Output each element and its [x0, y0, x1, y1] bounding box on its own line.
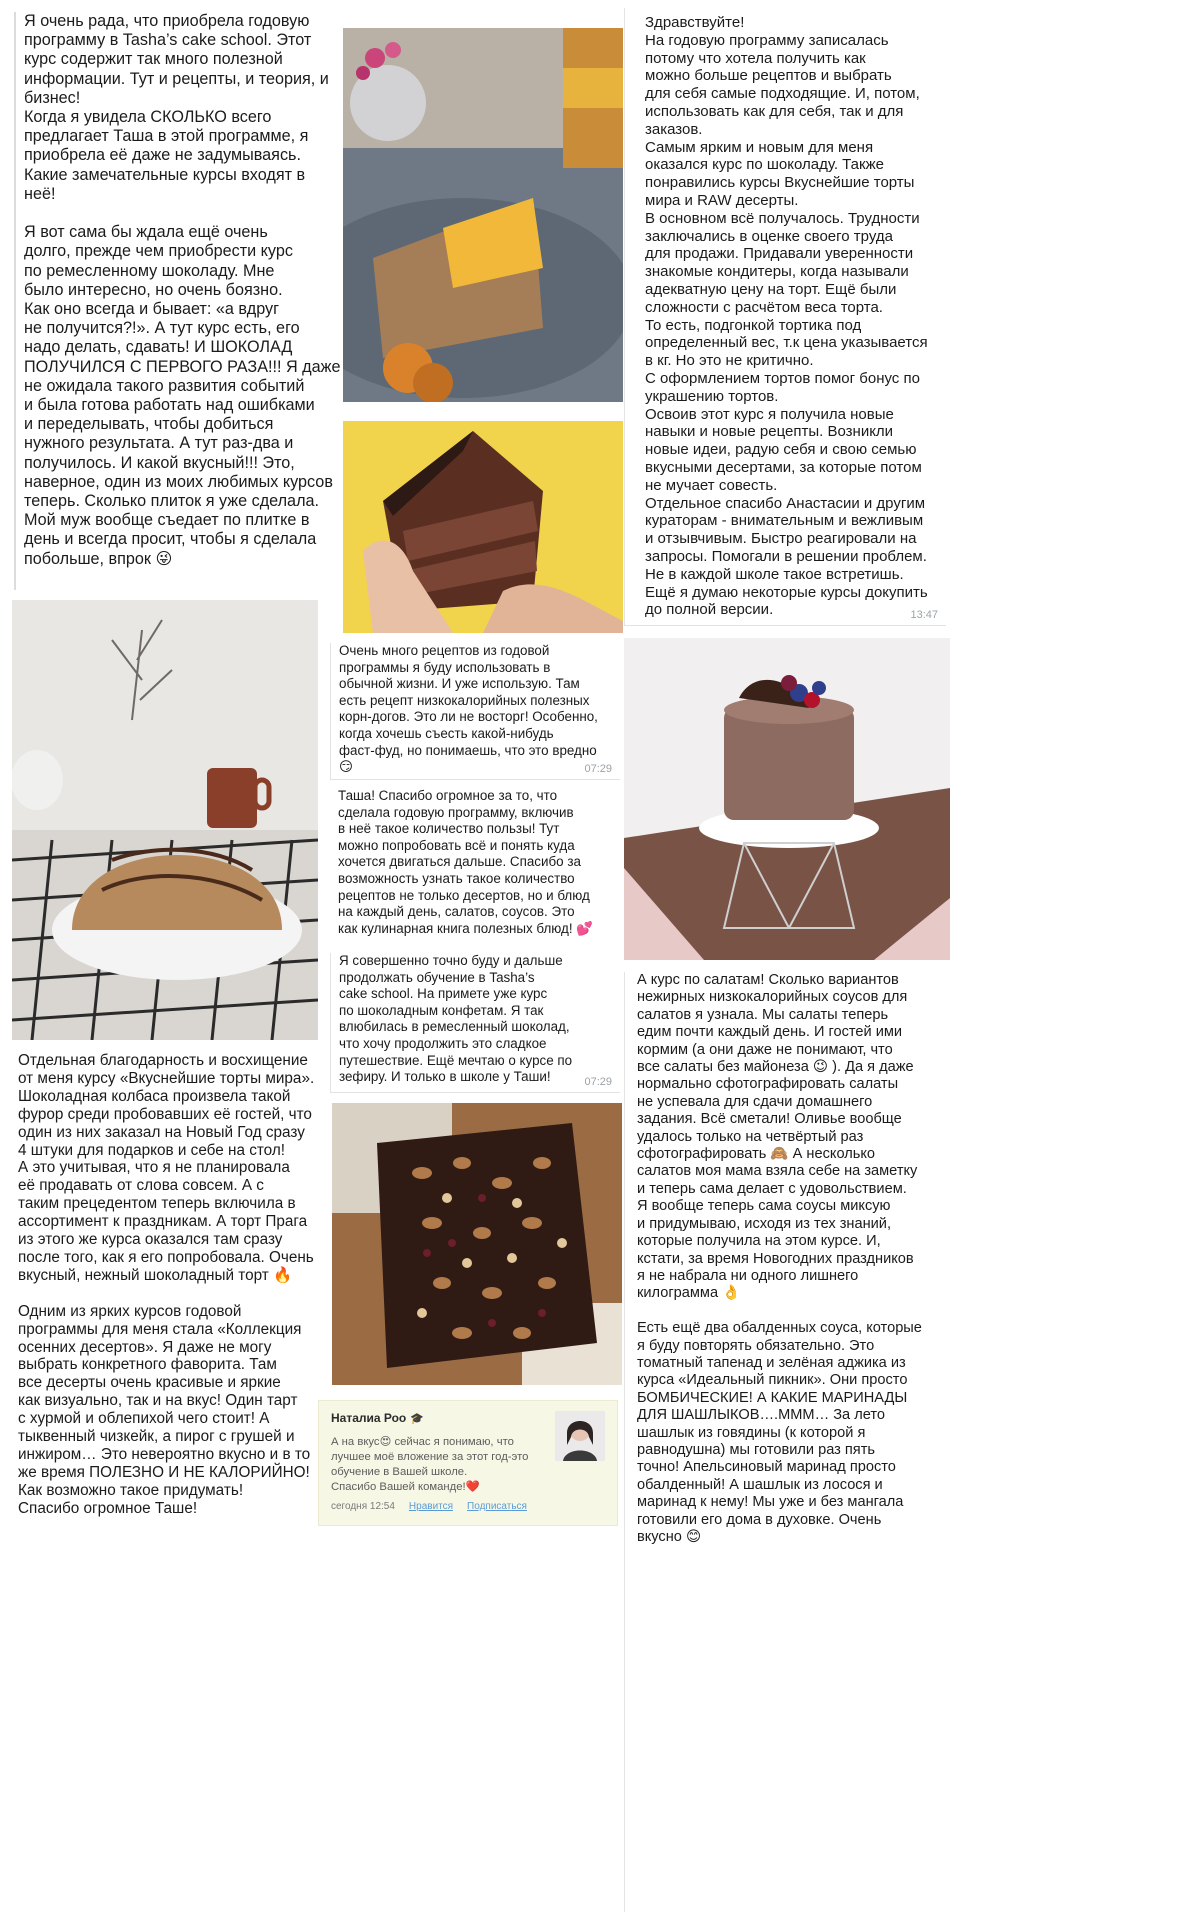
review-text-6-body: Отдельная благодарность и восхищение от меня курсу «Вкуснейшие торты мира». Шоколадная колбаса произвела такой фурор среди пробовавших её гостей, что один из них заказал на Новый Год сразу 4 штуки для подарков и себе на стол! А это учитывая, что я не планировала её продавать от слова совсем. А с таким прецедентом теперь включила в ассортимент к праздникам. А торт Прага из этого же курса оказался там сразу после того, как я его попробовала. Очень вкусный, нежный шоколадный торт 🔥 Одним из ярких курсов годовой программы для меня стала «Коллекция осенних десертов». Я даже не могу выбрать конкретного фаворита. Там все десерты очень красивые и яркие как визуально, так и на вкус! Один тарт с хурмой и облепихой чего стоит! А тыквенный чизкейк, а пирог с грушей и инжиром… Это невероятно вкусно и в то же время ПОЛЕЗНО И НЕ КАЛОРИЙНО! Как возможно такое придумать! Спасибо огромное Таше! [18, 1052, 315, 1517]
review-text-6 [12, 1052, 324, 1912]
review-time: сегодня 12:54 [331, 1501, 395, 1512]
review-text-1 [14, 12, 344, 590]
review-text-7 [624, 972, 942, 1912]
review-author[interactable]: Наталиа Роо [331, 1411, 407, 1425]
photo-chocolate-bar [332, 1103, 622, 1385]
chat-bubble-3 [330, 643, 620, 780]
chat-bubble-3-time: 07:29 [584, 763, 612, 775]
chat-bubble-2-body: Здравствуйте! На годовую программу записалась потому что хотела получить как можно больше рецептов и выбрать для себя самые подходящие. И, потом, использовать как для себя, так и для заказов. Самым ярким и новым для меня оказался курс по шоколаду. Также понравились курсы Вкуснейшие торты мира и RAW десерты. В основном всё получалось. Трудности заключались в оценке своего труда для продажи. Придавали уверенности знакомые кондитеры, когда называли адекватную цену на торт. Ещё были сложности с расчётом веса торта. То есть, подгонкой тортика под определенный вес, т.к цена указывается в кг. Но это не критично. С оформлением тортов помог бонус по украшению тортов. Освоив этот курс я получила новые навыки и новые рецепты. Возникли новые идеи, радую себя и свою семью вкусными десертами, за которые потом не мучает совесть. Отдельное спасибо Анастасии и другим кураторам - внимательным и вежливым и отзывчивым. Быстро реагировали на запросы. Помогали в решении проблем. Не в каждой школе такое встретишь. Ещё я думаю некоторые курсы докупить до полной версии. [645, 14, 928, 619]
chat-bubble-4-body: Таша! Спасибо огромное за то, что сделала годовую программу, включив в неё такое количество пользы! Тут можно попробовать всё и понять куда хочется двигаться дальше. Спасибо за возможность узнать такое количество рецептов не только десертов, но и блюд на каждый день, салатов, соусов. Это как кулинарная книга полезных блюд! 💕 [338, 788, 593, 936]
chat-bubble-5 [330, 953, 620, 1093]
review-meta-row [331, 1501, 605, 1512]
like-link[interactable]: Нравится [408, 1501, 454, 1512]
photo-carrot-cake [343, 28, 623, 402]
subscribe-link[interactable]: Подписаться [467, 1501, 527, 1512]
photo-dome-cake [12, 600, 318, 1040]
review-card [318, 1400, 618, 1526]
chat-bubble-5-body: Я совершенно точно буду и дальше продолжать обучение в Tasha’s cake school. На примете уже курс по шоколадным конфетам. Я так влюбилась в ремесленный шоколад, что хочу продолжить это сладкое путешествие. Ещё мечтаю о курсе по зефиру. И только в школе у Таши! [339, 953, 573, 1085]
review-card-text: А на вкус😍 сейчас я понимаю, что лучшее моё вложение за этот год-это обучение в Вашей школе. Спасибо Вашей команде!❤️ [331, 1436, 529, 1493]
chat-bubble-2-time: 13:47 [910, 609, 938, 621]
review-text-1-body: Я очень рада, что приобрела годовую программу в Tasha’s cake school. Этот курс содержит так много полезной информации. Тут и рецепты, и теория, и бизнес! Когда я увидела СКОЛЬКО всего предлагает Таша в этой программе, я приобрела её даже не задумываясь. Какие замечательные курсы входят в неё! Я вот сама бы ждала ещё очень долго, прежде чем приобрести курс по ремесленному шоколаду. Мне было интересно, но очень боязно. Как оно всегда и бывает: «а вдруг не получится?!». А тут курс есть, его надо делать, сдавать! И ШОКОЛАД ПОЛУЧИЛСЯ С ПЕРВОГО РАЗА!!! Я даже не ожидала такого развития событий и была готова работать над ошибками и переделывать, чтобы добиться нужного результата. А тут раз-два и получилось. И какой вкусный!!! Это, наверное, один из моих любимых курсов теперь. Сколько плиток я уже сделала. Мой муж вообще съедает по плитке в день и всегда просит, чтобы я сделала побольше, впрок 😜 [24, 12, 341, 568]
graduation-cap-icon: 🎓 [410, 1412, 424, 1425]
chat-bubble-3-body: Очень много рецептов из годовой программы я буду использовать в обычной жизни. И уже использую. Там есть рецепт низкокалорийных полезных корн-догов. Это ли не восторг! Особенно, когда хочешь съесть какой-нибудь фаст-фуд, но понимаешь, что это вредно 😏 [339, 643, 598, 775]
photo-cake-stand [624, 638, 950, 960]
avatar[interactable] [555, 1411, 605, 1461]
photo-chocolate-cake-hand [343, 421, 623, 633]
chat-bubble-2 [624, 8, 946, 626]
chat-bubble-4 [330, 788, 620, 943]
bubble-border [14, 12, 16, 590]
chat-bubble-5-time: 07:29 [584, 1076, 612, 1088]
review-text-7-body: А курс по салатам! Сколько вариантов нежирных низкокалорийных соусов для салатов я узнала. Мы салаты теперь едим почти каждый день. И гостей ими кормим (а они даже не понимают, что все салаты без майонеза 😉 ). Да я даже нормально сфотографировать салаты не успевала для сдачи домашнего задания. Всё сметали! Оливье вообще удалось только на четвёртый раз сфотографировать 🙈 А несколько салатов моя мама взяла себе на заметку и теперь сама делает с удовольствием. Я вообще теперь сама соусы миксую и придумываю, исходя из тех знаний, которые получила на этом курсе. И, кстати, за время Новогодних праздников я не набрала ни одного лишнего килограмма 👌 Есть ещё два обалденных соуса, которые я буду повторять обязательно. Это томатный тапенад и зелёная аджика из курса «Идеальный пикник». Они просто БОМБИЧЕСКИЕ! А КАКИЕ МАРИНАДЫ ДЛЯ ШАШЛЫКОВ….МММ… За лето шашлык из говядины (к которой я равнодушна) мы готовили раз пять точно! Апельсиновый маринад просто обалденный! А шашлык из лосося и маринад к нему! Мы уже и без мангала готовили его дома в духовке. Очень вкусно 😊 [637, 972, 922, 1545]
